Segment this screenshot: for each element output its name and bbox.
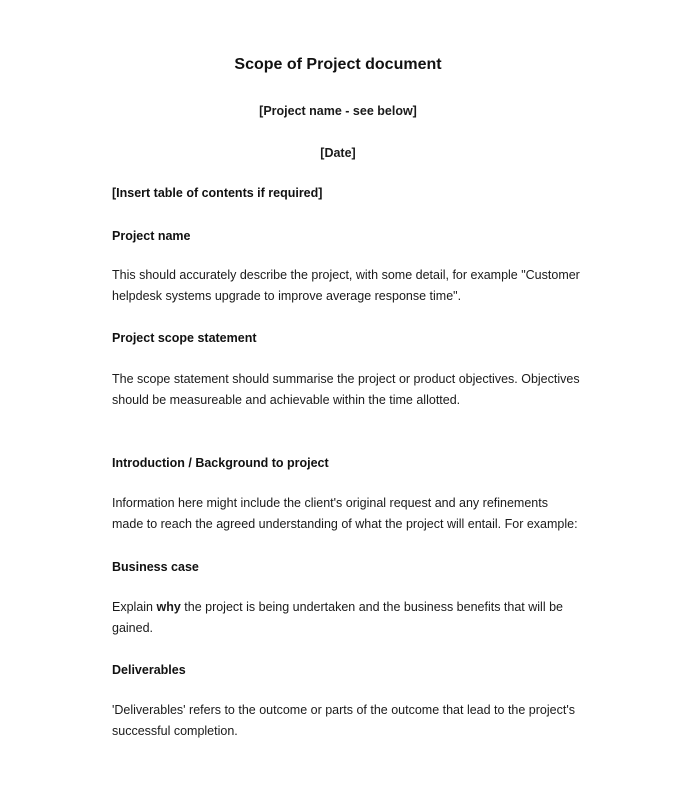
paragraph-line: successful completion. (112, 724, 238, 738)
toc-placeholder: [Insert table of contents if required] (112, 186, 323, 200)
paragraph-line: 'Deliverables' refers to the outcome or parts of the outcome that lead to the project's (112, 703, 575, 717)
paragraph-line: This should accurately describe the project, with some detail, for example "Customer (112, 268, 580, 282)
date-placeholder: [Date] (320, 146, 356, 160)
paragraph-line: helpdesk systems upgrade to improve average response time". (112, 289, 462, 303)
deliverables-heading: Deliverables (112, 663, 186, 677)
project-name-heading: Project name (112, 229, 191, 243)
introduction-heading: Introduction / Background to project (112, 456, 329, 470)
project-name-placeholder: [Project name - see below] (259, 104, 417, 118)
paragraph-line: made to reach the agreed understanding of what the project will entail. For example: (112, 517, 578, 531)
business-case-prefix: Explain (112, 600, 157, 614)
paragraph-line: Information here might include the client's original request and any refinements (112, 496, 548, 510)
business-case-suffix: the project is being undertaken and the business benefits that will be (180, 600, 563, 614)
paragraph-line: gained. (112, 621, 154, 635)
business-case-heading: Business case (112, 560, 199, 574)
paragraph-line: The scope statement should summarise the project or product objectives. Objectives (112, 372, 580, 386)
introduction-paragraph (112, 493, 582, 535)
business-case-emphasis: why (156, 600, 181, 614)
business-case-paragraph (112, 597, 582, 639)
deliverables-paragraph (112, 700, 582, 742)
project-name-paragraph (112, 265, 582, 307)
paragraph-line (112, 597, 582, 618)
document-title: Scope of Project document (234, 56, 442, 73)
paragraph-line: should be measureable and achievable within the time allotted. (112, 393, 461, 407)
scope-statement-paragraph (112, 369, 582, 411)
scope-statement-heading: Project scope statement (112, 331, 257, 345)
